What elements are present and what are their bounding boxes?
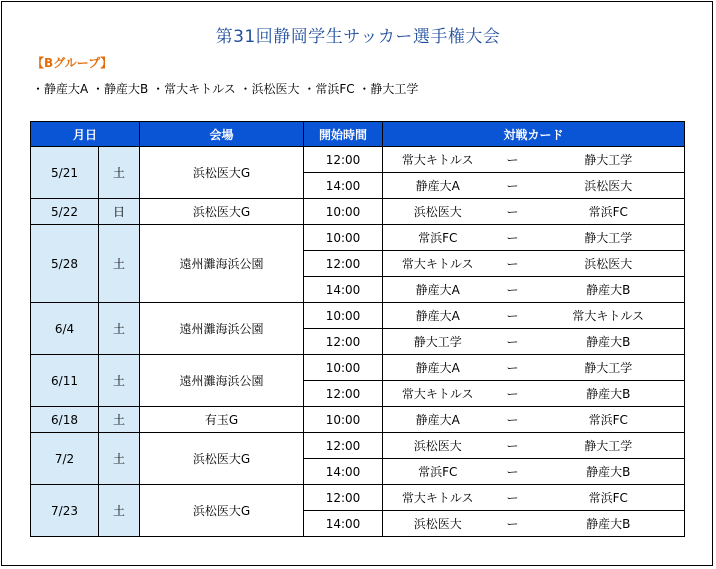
weekday-cell: 日 [99,199,140,225]
versus-dash: ー [493,433,533,459]
home-team-cell: 静産大A [383,355,493,381]
time-cell: 10:00 [304,355,383,381]
date-cell: 6/4 [31,303,99,355]
home-team-cell: 静産大A [383,303,493,329]
home-team-cell: 常大キトルス [383,251,493,277]
away-team-cell: 常浜FC [533,485,685,511]
versus-dash: ー [493,251,533,277]
match-row [31,303,685,329]
time-cell: 12:00 [304,251,383,277]
schedule-table [30,121,685,537]
away-team-cell: 常浜FC [533,407,685,433]
time-cell: 12:00 [304,329,383,355]
header-venue: 会場 [140,122,304,147]
venue-cell: 遠州灘海浜公園 [140,355,304,407]
versus-dash: ー [493,355,533,381]
away-team-cell: 静産大B [533,277,685,303]
home-team-cell: 常大キトルス [383,485,493,511]
header-matchup: 対戦カード [383,122,685,147]
versus-dash: ー [493,511,533,537]
date-cell: 5/28 [31,225,99,303]
away-team-cell: 静産大B [533,381,685,407]
versus-dash: ー [493,485,533,511]
away-team-cell: 常大キトルス [533,303,685,329]
home-team-cell: 静産大A [383,407,493,433]
home-team-cell: 静産大A [383,277,493,303]
group-label: 【Bグループ】 [32,56,113,70]
versus-dash: ー [493,329,533,355]
versus-dash: ー [493,199,533,225]
home-team-cell: 浜松医大 [383,511,493,537]
venue-cell: 浜松医大G [140,433,304,485]
away-team-cell: 静産大B [533,329,685,355]
away-team-cell: 浜松医大 [533,173,685,199]
versus-dash: ー [493,225,533,251]
away-team-cell: 静産大B [533,511,685,537]
time-cell: 14:00 [304,277,383,303]
away-team-cell: 静大工学 [533,355,685,381]
away-team-cell: 静大工学 [533,147,685,173]
weekday-cell: 土 [99,407,140,433]
versus-dash: ー [493,407,533,433]
time-cell: 10:00 [304,303,383,329]
venue-cell: 遠州灘海浜公園 [140,225,304,303]
date-cell: 7/2 [31,433,99,485]
time-cell: 14:00 [304,173,383,199]
versus-dash: ー [493,459,533,485]
home-team-cell: 常大キトルス [383,147,493,173]
away-team-cell: 浜松医大 [533,251,685,277]
header-time: 開始時間 [304,122,383,147]
date-cell: 6/18 [31,407,99,433]
date-cell: 5/21 [31,147,99,199]
schedule-body [31,147,685,537]
venue-cell: 遠州灘海浜公園 [140,303,304,355]
versus-dash: ー [493,147,533,173]
away-team-cell: 常浜FC [533,199,685,225]
home-team-cell: 常大キトルス [383,381,493,407]
away-team-cell: 静大工学 [533,225,685,251]
weekday-cell: 土 [99,303,140,355]
weekday-cell: 土 [99,147,140,199]
time-cell: 10:00 [304,225,383,251]
header-row [31,122,685,147]
weekday-cell: 土 [99,355,140,407]
versus-dash: ー [493,173,533,199]
match-row [31,355,685,381]
time-cell: 12:00 [304,147,383,173]
weekday-cell: 土 [99,225,140,303]
time-cell: 12:00 [304,381,383,407]
date-cell: 7/23 [31,485,99,537]
time-cell: 12:00 [304,485,383,511]
match-row [31,225,685,251]
match-row [31,407,685,433]
match-row [31,147,685,173]
versus-dash: ー [493,277,533,303]
team-list: ・静産大A ・静産大B ・常大キトルス ・浜松医大 ・常浜FC ・静大工学 [32,82,419,96]
home-team-cell: 常浜FC [383,459,493,485]
time-cell: 10:00 [304,199,383,225]
date-cell: 5/22 [31,199,99,225]
home-team-cell: 静大工学 [383,329,493,355]
versus-dash: ー [493,381,533,407]
time-cell: 10:00 [304,407,383,433]
match-row [31,433,685,459]
time-cell: 14:00 [304,511,383,537]
venue-cell: 浜松医大G [140,147,304,199]
away-team-cell: 静産大B [533,459,685,485]
venue-cell: 有玉G [140,407,304,433]
venue-cell: 浜松医大G [140,485,304,537]
page-title: 第31回静岡学生サッカー選手権大会 [215,27,501,47]
weekday-cell: 土 [99,485,140,537]
home-team-cell: 常浜FC [383,225,493,251]
time-cell: 14:00 [304,459,383,485]
venue-cell: 浜松医大G [140,199,304,225]
date-cell: 6/11 [31,355,99,407]
match-row [31,485,685,511]
header-date: 月日 [31,122,140,147]
weekday-cell: 土 [99,433,140,485]
home-team-cell: 浜松医大 [383,433,493,459]
versus-dash: ー [493,303,533,329]
home-team-cell: 静産大A [383,173,493,199]
home-team-cell: 浜松医大 [383,199,493,225]
away-team-cell: 静大工学 [533,433,685,459]
time-cell: 12:00 [304,433,383,459]
match-row [31,199,685,225]
